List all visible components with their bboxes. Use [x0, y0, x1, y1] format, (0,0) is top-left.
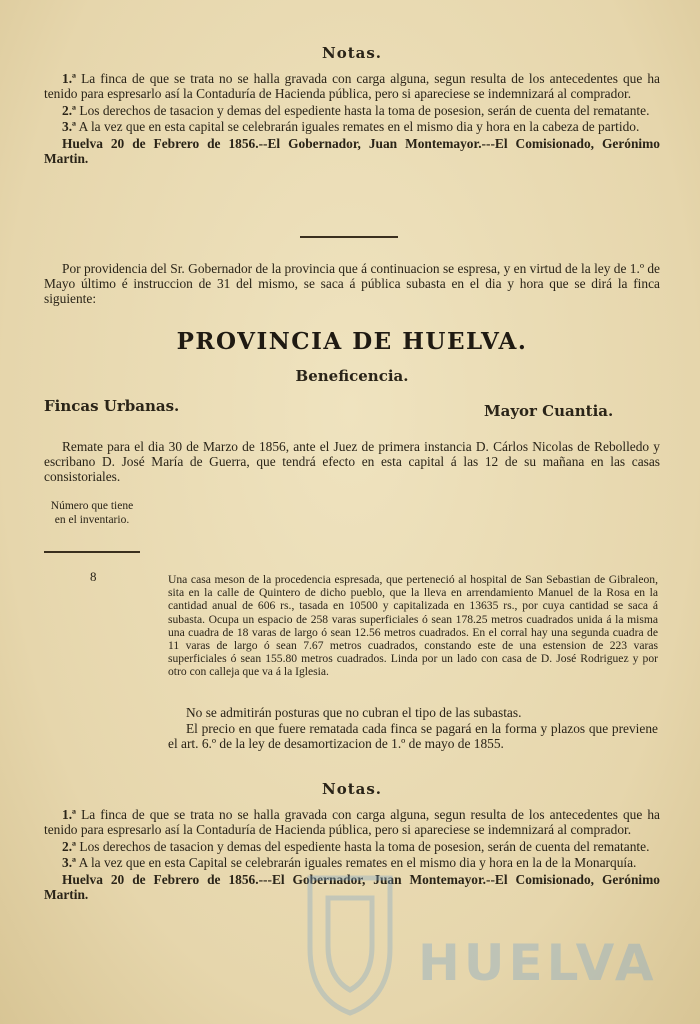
- notas-heading-1: Notas.: [321, 44, 383, 62]
- nota-2-3-text: A la vez que en esta Capital se celebrarán iguales remates en el mismo dia y hora en la de la Monarquía.: [78, 855, 637, 871]
- nota-2-1-number: 1.ª: [62, 807, 77, 822]
- inventory-note-2: El precio en que fuere rematada cada finca se pagará en la forma y plazos que previene el art. 6.º de la ley de desamortizacion de 1.º de mayo de 1855.: [168, 721, 658, 751]
- nota-2-1: [44, 808, 660, 838]
- nota-2-2: [44, 840, 660, 855]
- separator-rule: [300, 236, 398, 238]
- fincas-urbanas-label: Fincas Urbanas.: [44, 397, 180, 415]
- signature-2: Huelva 20 de Febrero de 1856.---El Gobernador, Juan Montemayor.--El Comisionado, Gerónimo Martin.: [44, 872, 660, 902]
- nota-2: [44, 104, 660, 119]
- section-title: Beneficencia.: [295, 367, 409, 385]
- inventory-number: 8: [90, 569, 97, 584]
- nota-2-2-text: Los derechos de tasacion y demas del espediente hasta la toma de posesion, serán de cuenta del rematante.: [79, 838, 650, 854]
- nota-1-text: La finca de que se trata no se halla gravada con carga alguna, segun resulta de los antecedentes que ha tenido para espresarlo así la Contaduría de Hacienda pública, pero si apareciese se indemnizará al comprador.: [44, 71, 660, 101]
- nota-2-text: Los derechos de tasacion y demas del espediente hasta la toma de posesion, serán de cuenta del rematante.: [79, 102, 650, 118]
- notas-heading-2: Notas.: [321, 780, 383, 798]
- intro-paragraph: Por providencia del Sr. Gobernador de la provincia que á continuacion se espresa, y en virtud de la ley de 1.º de Mayo último é instruccion de 31 del mismo, se saca á pública subasta en el dia y hora que se dirá la finca siguiente:: [44, 261, 660, 306]
- nota-1-number: 1.ª: [62, 71, 77, 86]
- inventory-label-rule: [44, 551, 140, 553]
- inventory-description: Una casa meson de la procedencia espresada, que perteneció al hospital de San Sebastian de Gibraleon, sita en la calle de Quintero de dicho pueblo, que la lleva en arrendamiento Manuel de la Rosa en la cantidad anual de 606 rs., tasada en 10500 y capitalizada en 13635 rs., por cuya cantidad se saca á subasta. Ocupa un espacio de 258 varas superficiales ó sean 178.25 metros cuadrados unida á la misma una cuadra de 18 varas de largo ó sean 12.56 metros cuadrados. En el corral hay una segunda cuadra de 11 varas de largo ó sean 7.67 metros cuadrados, constando este de una estension de 223 varas superficiales ó sean 155.80 metros cuadrados. Linda por un lado con casa de D. José Rodriguez y por otro con calleja que va á la Iglesia.: [168, 573, 658, 679]
- signature-1: Huelva 20 de Febrero de 1856.--El Gobernador, Juan Montemayor.---El Comisionado, Gerónimo Martin.: [44, 136, 660, 166]
- nota-3-number: 3.ª: [62, 119, 77, 135]
- nota-3: [44, 120, 660, 135]
- nota-1: [44, 72, 660, 102]
- watermark-text: HUELVA: [418, 934, 658, 992]
- notas-block-1: [44, 44, 660, 167]
- nota-2-3-number: 3.ª: [62, 855, 77, 871]
- shield-icon: [290, 868, 658, 1018]
- nota-2-2-number: 2.ª: [62, 838, 77, 854]
- archive-watermark: [290, 868, 658, 1018]
- province-header: [44, 328, 660, 385]
- mayor-cuantia-label: Mayor Cuantia.: [484, 402, 614, 420]
- province-title: PROVINCIA DE HUELVA.: [176, 328, 528, 355]
- nota-2-1-text: La finca de que se trata no se halla gravada con carga alguna, segun resulta de los antecedentes que ha tenido para espresarlo así la Contaduría de Hacienda pública, pero si apareciese se indemnizará al comprador.: [44, 807, 660, 837]
- inventory-number-label: Número que tiene en el inventario.: [50, 500, 134, 526]
- nota-3-text: A la vez que en esta capital se celebrarán iguales remates en el mismo dia y hora en la cabeza de partido.: [78, 119, 640, 135]
- remate-paragraph: Remate para el dia 30 de Marzo de 1856, ante el Juez de primera instancia D. Cárlos Nicolas de Rebolledo y escribano D. José María de Guerra, que tendrá efecto en esta capital á las 12 de su mañana en las casas consistoriales.: [44, 439, 660, 484]
- inventory-note-1: No se admitirán posturas que no cubran el tipo de las subastas.: [186, 705, 522, 720]
- nota-2-number: 2.ª: [62, 102, 77, 118]
